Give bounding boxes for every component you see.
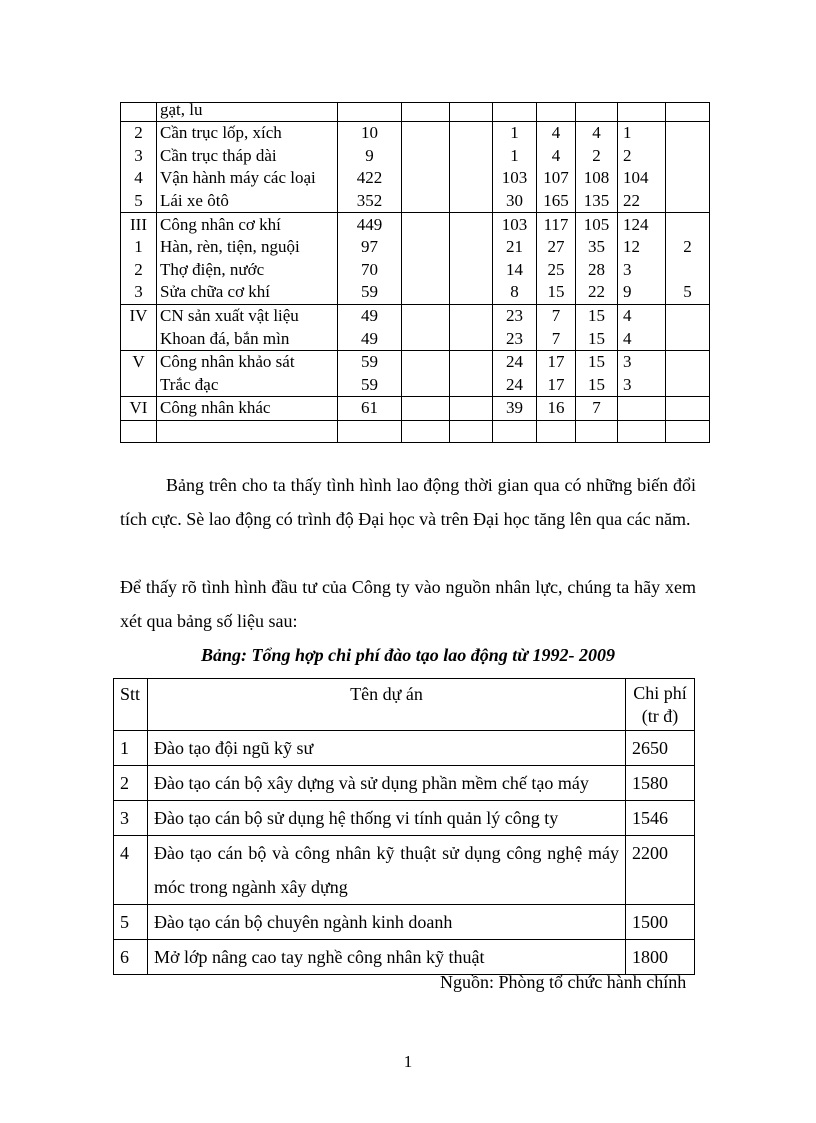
table-row <box>114 766 695 801</box>
table-cell-stt: 3 <box>121 281 157 304</box>
table-row <box>121 145 710 168</box>
table-cell-c4 <box>450 236 493 259</box>
table-cell-c5: 24 <box>493 374 537 397</box>
table-cell-c7: 15 <box>576 304 618 327</box>
table-cell-total: 59 <box>338 350 402 373</box>
table-cell-c8: 4 <box>618 327 666 350</box>
table-cell-c3 <box>402 122 450 145</box>
table-cell-c3 <box>402 374 450 397</box>
table-cell-c9 <box>666 374 710 397</box>
table-cell-stt: 2 <box>121 259 157 282</box>
table-cell-name: Trắc đạc <box>157 374 338 397</box>
table-cell-c9 <box>666 420 710 442</box>
table-row <box>121 350 710 373</box>
table-cell-stt <box>121 374 157 397</box>
cost-cell-cost: 1580 <box>626 766 695 801</box>
table-cell-c5: 103 <box>493 213 537 236</box>
table-cell-name: Cần trục lốp, xích <box>157 122 338 145</box>
table-cell-c3 <box>402 281 450 304</box>
table-cell-total: 9 <box>338 145 402 168</box>
table-cell-c4 <box>450 327 493 350</box>
table-cell-c9 <box>666 213 710 236</box>
table-cell-c6: 16 <box>537 397 576 421</box>
table-cell-c6 <box>537 103 576 122</box>
table-cell-total: 10 <box>338 122 402 145</box>
cost-cell-stt: 2 <box>114 766 148 801</box>
header-cost-line1: Chi phí <box>633 683 687 703</box>
table-cell-name: Vận hành máy các loại <box>157 167 338 190</box>
table-cell-c4 <box>450 304 493 327</box>
table-cell-c3 <box>402 213 450 236</box>
table-cell-c3 <box>402 236 450 259</box>
table-cell-c8: 1 <box>618 122 666 145</box>
table-cell-c9 <box>666 304 710 327</box>
table-row <box>114 801 695 836</box>
table-cell-c4 <box>450 350 493 373</box>
table-cell-c3 <box>402 259 450 282</box>
cost-cell-stt: 3 <box>114 801 148 836</box>
table-cell-c6: 4 <box>537 145 576 168</box>
table-cell-c6: 117 <box>537 213 576 236</box>
table-cell-c5: 24 <box>493 350 537 373</box>
training-cost-table <box>113 678 695 975</box>
table-cell-c3 <box>402 397 450 421</box>
cost-cell-cost: 1800 <box>626 940 695 975</box>
table-cell-c4 <box>450 420 493 442</box>
table-cell-c5: 1 <box>493 145 537 168</box>
table-cell-name: CN sản xuất vật liệu <box>157 304 338 327</box>
table-cell-c6: 165 <box>537 190 576 213</box>
table-row <box>121 190 710 213</box>
table-cell-c4 <box>450 374 493 397</box>
table-cell-c7: 15 <box>576 327 618 350</box>
table-cell-name: Khoan đá, bắn mìn <box>157 327 338 350</box>
table-cell-c4 <box>450 213 493 236</box>
table-cell-c7: 135 <box>576 190 618 213</box>
table-row <box>114 731 695 766</box>
table-cell-stt: V <box>121 350 157 373</box>
table-cell-total: 61 <box>338 397 402 421</box>
table-cell-c9 <box>666 145 710 168</box>
table-cell-c7: 108 <box>576 167 618 190</box>
table-cell-c5: 23 <box>493 327 537 350</box>
table-cell-c7: 15 <box>576 350 618 373</box>
table-cell-name: Thợ điện, nước <box>157 259 338 282</box>
table-cell-name <box>157 420 338 442</box>
table-cell-c8: 2 <box>618 145 666 168</box>
table-cell-c3 <box>402 190 450 213</box>
table-cell-c9 <box>666 327 710 350</box>
table-cell-total: 449 <box>338 213 402 236</box>
table-row <box>114 940 695 975</box>
cost-cell-name: Đào tạo cán bộ sử dụng hệ thống vi tính quản lý công ty <box>148 801 626 836</box>
table-cell-c7: 4 <box>576 122 618 145</box>
table-cell-total <box>338 103 402 122</box>
table-row <box>121 397 710 421</box>
table-cell-c7: 22 <box>576 281 618 304</box>
table-cell-c8 <box>618 420 666 442</box>
table-row <box>121 374 710 397</box>
table-cell-c5: 103 <box>493 167 537 190</box>
table-cell-c6: 7 <box>537 327 576 350</box>
table-cell-name: Công nhân khảo sát <box>157 350 338 373</box>
cost-cell-stt: 4 <box>114 836 148 905</box>
table-cell-c8: 12 <box>618 236 666 259</box>
table-cell-c8: 9 <box>618 281 666 304</box>
table-cell-c7 <box>576 420 618 442</box>
table-cell-c6: 107 <box>537 167 576 190</box>
table-cell-c5: 39 <box>493 397 537 421</box>
table-row <box>121 213 710 236</box>
table-cell-c8: 124 <box>618 213 666 236</box>
cost-cell-stt: 1 <box>114 731 148 766</box>
table-cell-c7: 7 <box>576 397 618 421</box>
cost-cell-cost: 2200 <box>626 836 695 905</box>
table-cell-c7 <box>576 103 618 122</box>
header-stt: Stt <box>114 679 148 731</box>
table-cell-c5 <box>493 103 537 122</box>
table-cell-c4 <box>450 281 493 304</box>
table-cell-name: Cần trục tháp dài <box>157 145 338 168</box>
source-note: Nguồn: Phòng tổ chức hành chính <box>440 972 687 992</box>
cost-cell-cost: 1500 <box>626 905 695 940</box>
table-cell-total: 49 <box>338 327 402 350</box>
table-cell-total: 97 <box>338 236 402 259</box>
table-cell-c6: 27 <box>537 236 576 259</box>
table-cell-stt: 1 <box>121 236 157 259</box>
table-cell-c7: 105 <box>576 213 618 236</box>
table-cell-name: Sửa chữa cơ khí <box>157 281 338 304</box>
table-cell-total: 49 <box>338 304 402 327</box>
table-row <box>114 836 695 905</box>
table-cell-total: 422 <box>338 167 402 190</box>
table-cell-total: 59 <box>338 281 402 304</box>
table-cell-stt: 4 <box>121 167 157 190</box>
table-cell-c6: 25 <box>537 259 576 282</box>
table-cell-c8 <box>618 103 666 122</box>
table-cell-c9 <box>666 350 710 373</box>
cost-cell-name: Mở lớp nâng cao tay nghề công nhân kỹ thuật <box>148 940 626 975</box>
table-cell-total: 352 <box>338 190 402 213</box>
table-cell-c4 <box>450 397 493 421</box>
table-row <box>121 167 710 190</box>
table-cell-name: Lái xe ôtô <box>157 190 338 213</box>
table-cell-stt <box>121 327 157 350</box>
table-cell-c9 <box>666 103 710 122</box>
header-cost <box>626 679 695 731</box>
table-cell-c5: 30 <box>493 190 537 213</box>
table-cell-c5 <box>493 420 537 442</box>
table-cell-c8: 3 <box>618 374 666 397</box>
table-cell-c4 <box>450 103 493 122</box>
table-cell-c4 <box>450 167 493 190</box>
table-cell-c3 <box>402 350 450 373</box>
table-cell-stt: 3 <box>121 145 157 168</box>
cost-cell-stt: 6 <box>114 940 148 975</box>
table-cell-c8: 104 <box>618 167 666 190</box>
header-project-name: Tên dự án <box>148 679 626 731</box>
cost-cell-name: Đào tạo cán bộ xây dựng và sử dụng phần mềm chế tạo máy <box>148 766 626 801</box>
cost-table-body <box>114 731 695 975</box>
table-row <box>121 304 710 327</box>
table-cell-stt <box>121 103 157 122</box>
cost-cell-name: Đào tạo cán bộ và công nhân kỹ thuật sử dụng công nghệ máy móc trong ngành xây dựng <box>148 836 626 905</box>
cost-cell-cost: 1546 <box>626 801 695 836</box>
table-cell-stt: 5 <box>121 190 157 213</box>
cost-table-header <box>114 679 695 731</box>
table-cell-stt: VI <box>121 397 157 421</box>
table-row <box>121 420 710 442</box>
table-row <box>121 236 710 259</box>
table-cell-c9 <box>666 190 710 213</box>
table-cell-total: 70 <box>338 259 402 282</box>
table-cell-name: gạt, lu <box>157 103 338 122</box>
table-cell-c6 <box>537 420 576 442</box>
labor-table-body <box>121 100 710 443</box>
cost-cell-cost: 2650 <box>626 731 695 766</box>
table-row <box>121 281 710 304</box>
table-cell-c8: 3 <box>618 259 666 282</box>
table-cell-total <box>338 420 402 442</box>
table-cell-c9: 2 <box>666 236 710 259</box>
table-cell-c9 <box>666 167 710 190</box>
table-cell-c8: 22 <box>618 190 666 213</box>
table-cell-c6: 17 <box>537 350 576 373</box>
table-cell-c8: 4 <box>618 304 666 327</box>
table-cell-c3 <box>402 327 450 350</box>
table-cell-c4 <box>450 190 493 213</box>
table-cell-c3 <box>402 420 450 442</box>
table-cell-name: Công nhân khác <box>157 397 338 421</box>
table-cell-c7: 15 <box>576 374 618 397</box>
table-row <box>114 905 695 940</box>
header-cost-line2: (tr đ) <box>641 706 679 726</box>
table-cell-c3 <box>402 103 450 122</box>
table-cell-c6: 4 <box>537 122 576 145</box>
cost-cell-name: Đào tạo cán bộ chuyên ngành kinh doanh <box>148 905 626 940</box>
table-cell-c4 <box>450 259 493 282</box>
table-cell-stt: III <box>121 213 157 236</box>
table-cell-c3 <box>402 145 450 168</box>
table-cell-stt <box>121 420 157 442</box>
table-cell-c5: 8 <box>493 281 537 304</box>
table-cell-c5: 14 <box>493 259 537 282</box>
table-cell-c8: 3 <box>618 350 666 373</box>
intro-paragraph: Để thấy rõ tình hình đầu tư của Công ty vào nguồn nhân lực, chúng ta hãy xem xét qua bảng số liệu sau: <box>120 577 696 631</box>
table-cell-total: 59 <box>338 374 402 397</box>
table-cell-c7: 2 <box>576 145 618 168</box>
table-cell-stt: 2 <box>121 122 157 145</box>
table-cell-name: Công nhân cơ khí <box>157 213 338 236</box>
table-cell-c6: 7 <box>537 304 576 327</box>
table-cell-c6: 15 <box>537 281 576 304</box>
page-number: 1 <box>403 1052 413 1071</box>
table-row <box>121 259 710 282</box>
table-row <box>121 103 710 122</box>
table-cell-c8 <box>618 397 666 421</box>
table-cell-c9 <box>666 259 710 282</box>
table-cell-stt: IV <box>121 304 157 327</box>
table-cell-c4 <box>450 122 493 145</box>
table-cell-c9 <box>666 397 710 421</box>
table-cell-c4 <box>450 145 493 168</box>
table-cell-c5: 23 <box>493 304 537 327</box>
table-cell-c9: 5 <box>666 281 710 304</box>
analysis-paragraph: Bảng trên cho ta thấy tình hình lao động thời gian qua có những biến đổi tích cực. Sè lao động có trình độ Đại học và trên Đại học tăng lên qua các năm. <box>120 475 696 529</box>
table-cell-c3 <box>402 304 450 327</box>
table-row <box>121 327 710 350</box>
table-cell-c3 <box>402 167 450 190</box>
table-cell-c7: 35 <box>576 236 618 259</box>
table-cell-c7: 28 <box>576 259 618 282</box>
table-row <box>121 122 710 145</box>
labor-table <box>120 102 710 443</box>
cost-table-caption: Bảng: Tổng hợp chi phí đào tạo lao động từ 1992- 2009 <box>201 645 615 665</box>
table-cell-c5: 21 <box>493 236 537 259</box>
table-cell-name: Hàn, rèn, tiện, nguội <box>157 236 338 259</box>
table-cell-c9 <box>666 122 710 145</box>
cost-cell-name: Đào tạo đội ngũ kỹ sư <box>148 731 626 766</box>
table-cell-c5: 1 <box>493 122 537 145</box>
cost-cell-stt: 5 <box>114 905 148 940</box>
table-cell-c6: 17 <box>537 374 576 397</box>
